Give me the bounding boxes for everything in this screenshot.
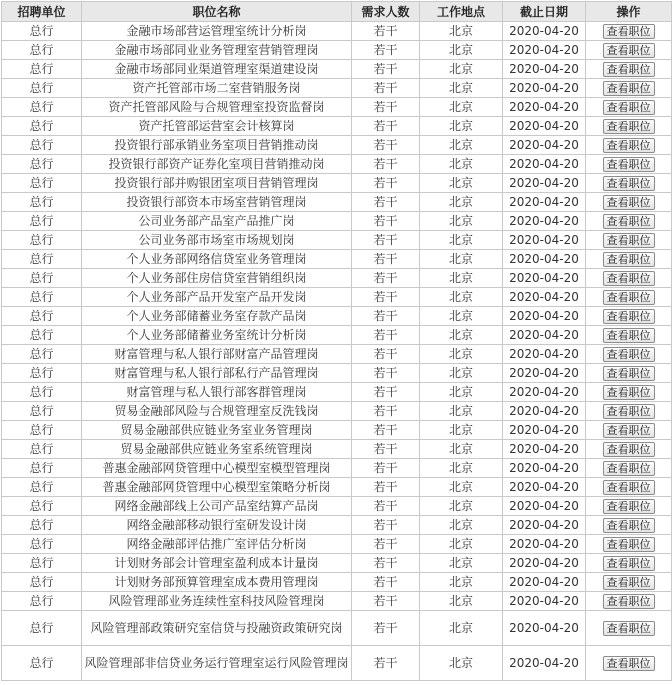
cell-action bbox=[586, 459, 672, 478]
cell-unit: 总行 bbox=[2, 136, 82, 155]
cell-location: 北京 bbox=[420, 231, 503, 250]
cell-position: 个人业务部网络信贷室业务管理岗 bbox=[82, 250, 352, 269]
cell-action bbox=[586, 535, 672, 554]
header-unit: 招聘单位 bbox=[2, 2, 82, 22]
table-row bbox=[2, 611, 672, 646]
view-position-button[interactable]: 查看职位 bbox=[603, 214, 655, 229]
cell-location: 北京 bbox=[420, 421, 503, 440]
job-listing-table bbox=[1, 1, 672, 681]
cell-action bbox=[586, 98, 672, 117]
cell-count: 若干 bbox=[352, 554, 420, 573]
cell-position: 资产托管部风险与合规管理室投资监督岗 bbox=[82, 98, 352, 117]
view-position-button[interactable]: 查看职位 bbox=[603, 233, 655, 248]
cell-unit: 总行 bbox=[2, 592, 82, 611]
cell-position: 网络金融部移动银行室研发设计岗 bbox=[82, 516, 352, 535]
view-position-button[interactable]: 查看职位 bbox=[603, 366, 655, 381]
table-row bbox=[2, 155, 672, 174]
cell-position: 贸易金融部风险与合规管理室反洗钱岗 bbox=[82, 402, 352, 421]
cell-unit: 总行 bbox=[2, 155, 82, 174]
cell-position: 财富管理与私人银行部财富产品管理岗 bbox=[82, 345, 352, 364]
cell-deadline: 2020-04-20 bbox=[503, 60, 586, 79]
cell-action bbox=[586, 269, 672, 288]
cell-unit: 总行 bbox=[2, 307, 82, 326]
view-position-button[interactable]: 查看职位 bbox=[603, 271, 655, 286]
cell-unit: 总行 bbox=[2, 345, 82, 364]
table-row bbox=[2, 326, 672, 345]
cell-count: 若干 bbox=[352, 535, 420, 554]
cell-unit: 总行 bbox=[2, 516, 82, 535]
cell-count: 若干 bbox=[352, 41, 420, 60]
cell-deadline: 2020-04-20 bbox=[503, 646, 586, 681]
cell-count: 若干 bbox=[352, 611, 420, 646]
cell-deadline: 2020-04-20 bbox=[503, 345, 586, 364]
cell-position: 公司业务部市场室市场规划岗 bbox=[82, 231, 352, 250]
cell-deadline: 2020-04-20 bbox=[503, 535, 586, 554]
table-row bbox=[2, 421, 672, 440]
view-position-button[interactable]: 查看职位 bbox=[603, 347, 655, 362]
cell-deadline: 2020-04-20 bbox=[503, 307, 586, 326]
cell-count: 若干 bbox=[352, 288, 420, 307]
view-position-button[interactable]: 查看职位 bbox=[603, 499, 655, 514]
cell-unit: 总行 bbox=[2, 79, 82, 98]
view-position-button[interactable]: 查看职位 bbox=[603, 309, 655, 324]
table-row bbox=[2, 535, 672, 554]
cell-action bbox=[586, 231, 672, 250]
cell-position: 贸易金融部供应链业务室业务管理岗 bbox=[82, 421, 352, 440]
view-position-button[interactable]: 查看职位 bbox=[603, 461, 655, 476]
cell-location: 北京 bbox=[420, 440, 503, 459]
cell-unit: 总行 bbox=[2, 421, 82, 440]
cell-action bbox=[586, 250, 672, 269]
table-row bbox=[2, 383, 672, 402]
cell-location: 北京 bbox=[420, 554, 503, 573]
cell-unit: 总行 bbox=[2, 459, 82, 478]
cell-position: 金融市场部营运管理室统计分析岗 bbox=[82, 22, 352, 41]
view-position-button[interactable]: 查看职位 bbox=[603, 43, 655, 58]
cell-deadline: 2020-04-20 bbox=[503, 22, 586, 41]
view-position-button[interactable]: 查看职位 bbox=[603, 575, 655, 590]
cell-action bbox=[586, 478, 672, 497]
cell-deadline: 2020-04-20 bbox=[503, 383, 586, 402]
cell-count: 若干 bbox=[352, 345, 420, 364]
table-row bbox=[2, 22, 672, 41]
cell-position: 公司业务部产品室产品推广岗 bbox=[82, 212, 352, 231]
cell-deadline: 2020-04-20 bbox=[503, 117, 586, 136]
cell-count: 若干 bbox=[352, 421, 420, 440]
cell-action bbox=[586, 22, 672, 41]
cell-action bbox=[586, 554, 672, 573]
cell-unit: 总行 bbox=[2, 117, 82, 136]
cell-count: 若干 bbox=[352, 22, 420, 41]
cell-action bbox=[586, 592, 672, 611]
view-position-button[interactable]: 查看职位 bbox=[603, 556, 655, 571]
cell-unit: 总行 bbox=[2, 497, 82, 516]
cell-location: 北京 bbox=[420, 459, 503, 478]
table-row bbox=[2, 554, 672, 573]
cell-deadline: 2020-04-20 bbox=[503, 41, 586, 60]
table-row bbox=[2, 402, 672, 421]
table-row bbox=[2, 497, 672, 516]
cell-unit: 总行 bbox=[2, 611, 82, 646]
table-row bbox=[2, 440, 672, 459]
cell-count: 若干 bbox=[352, 402, 420, 421]
cell-deadline: 2020-04-20 bbox=[503, 573, 586, 592]
cell-deadline: 2020-04-20 bbox=[503, 421, 586, 440]
table-row bbox=[2, 592, 672, 611]
cell-action bbox=[586, 212, 672, 231]
cell-deadline: 2020-04-20 bbox=[503, 98, 586, 117]
view-position-button[interactable]: 查看职位 bbox=[603, 290, 655, 305]
cell-unit: 总行 bbox=[2, 478, 82, 497]
cell-location: 北京 bbox=[420, 60, 503, 79]
cell-deadline: 2020-04-20 bbox=[503, 155, 586, 174]
cell-unit: 总行 bbox=[2, 269, 82, 288]
cell-unit: 总行 bbox=[2, 98, 82, 117]
table-row bbox=[2, 269, 672, 288]
cell-unit: 总行 bbox=[2, 573, 82, 592]
cell-unit: 总行 bbox=[2, 440, 82, 459]
cell-count: 若干 bbox=[352, 136, 420, 155]
cell-action bbox=[586, 345, 672, 364]
cell-deadline: 2020-04-20 bbox=[503, 402, 586, 421]
cell-action bbox=[586, 41, 672, 60]
cell-count: 若干 bbox=[352, 231, 420, 250]
cell-position: 个人业务部储蓄业务室存款产品岗 bbox=[82, 307, 352, 326]
cell-unit: 总行 bbox=[2, 535, 82, 554]
cell-location: 北京 bbox=[420, 288, 503, 307]
cell-count: 若干 bbox=[352, 212, 420, 231]
table-row bbox=[2, 459, 672, 478]
table-row bbox=[2, 174, 672, 193]
cell-position: 资产托管部运营室会计核算岗 bbox=[82, 117, 352, 136]
view-position-button[interactable]: 查看职位 bbox=[603, 62, 655, 77]
cell-action bbox=[586, 646, 672, 681]
view-position-button[interactable]: 查看职位 bbox=[603, 100, 655, 115]
table-row bbox=[2, 41, 672, 60]
header-location: 工作地点 bbox=[420, 2, 503, 22]
cell-unit: 总行 bbox=[2, 250, 82, 269]
cell-unit: 总行 bbox=[2, 22, 82, 41]
cell-location: 北京 bbox=[420, 516, 503, 535]
cell-unit: 总行 bbox=[2, 174, 82, 193]
table-row bbox=[2, 646, 672, 681]
cell-action bbox=[586, 174, 672, 193]
cell-deadline: 2020-04-20 bbox=[503, 478, 586, 497]
cell-action bbox=[586, 383, 672, 402]
cell-action bbox=[586, 117, 672, 136]
cell-location: 北京 bbox=[420, 326, 503, 345]
cell-location: 北京 bbox=[420, 212, 503, 231]
cell-count: 若干 bbox=[352, 155, 420, 174]
cell-position: 金融市场部同业业务管理室营销管理岗 bbox=[82, 41, 352, 60]
cell-deadline: 2020-04-20 bbox=[503, 231, 586, 250]
view-position-button[interactable]: 查看职位 bbox=[603, 24, 655, 39]
header-action: 操作 bbox=[586, 2, 672, 22]
cell-count: 若干 bbox=[352, 478, 420, 497]
cell-count: 若干 bbox=[352, 364, 420, 383]
cell-position: 投资银行部资本市场室营销管理岗 bbox=[82, 193, 352, 212]
cell-position: 风险管理部政策研究室信贷与投融资政策研究岗 bbox=[82, 611, 352, 646]
cell-action bbox=[586, 193, 672, 212]
cell-position: 资产托管部市场二室营销服务岗 bbox=[82, 79, 352, 98]
cell-count: 若干 bbox=[352, 98, 420, 117]
cell-location: 北京 bbox=[420, 174, 503, 193]
cell-location: 北京 bbox=[420, 193, 503, 212]
cell-position: 普惠金融部网贷管理中心模型室模型管理岗 bbox=[82, 459, 352, 478]
cell-count: 若干 bbox=[352, 79, 420, 98]
header-deadline: 截止日期 bbox=[503, 2, 586, 22]
cell-location: 北京 bbox=[420, 22, 503, 41]
cell-location: 北京 bbox=[420, 364, 503, 383]
cell-unit: 总行 bbox=[2, 364, 82, 383]
cell-count: 若干 bbox=[352, 646, 420, 681]
cell-location: 北京 bbox=[420, 592, 503, 611]
cell-location: 北京 bbox=[420, 646, 503, 681]
cell-unit: 总行 bbox=[2, 60, 82, 79]
cell-action bbox=[586, 288, 672, 307]
cell-location: 北京 bbox=[420, 535, 503, 554]
header-position: 职位名称 bbox=[82, 2, 352, 22]
cell-count: 若干 bbox=[352, 497, 420, 516]
cell-location: 北京 bbox=[420, 497, 503, 516]
cell-location: 北京 bbox=[420, 478, 503, 497]
cell-action bbox=[586, 421, 672, 440]
cell-count: 若干 bbox=[352, 573, 420, 592]
cell-action bbox=[586, 611, 672, 646]
cell-position: 财富管理与私人银行部客群管理岗 bbox=[82, 383, 352, 402]
cell-unit: 总行 bbox=[2, 288, 82, 307]
view-position-button[interactable]: 查看职位 bbox=[603, 195, 655, 210]
view-position-button[interactable]: 查看职位 bbox=[603, 480, 655, 495]
table-row bbox=[2, 231, 672, 250]
cell-deadline: 2020-04-20 bbox=[503, 440, 586, 459]
cell-unit: 总行 bbox=[2, 41, 82, 60]
cell-action bbox=[586, 136, 672, 155]
view-position-button[interactable]: 查看职位 bbox=[603, 328, 655, 343]
cell-deadline: 2020-04-20 bbox=[503, 459, 586, 478]
table-row bbox=[2, 60, 672, 79]
view-position-button[interactable]: 查看职位 bbox=[603, 157, 655, 172]
cell-position: 网络金融部线上公司产品室结算产品岗 bbox=[82, 497, 352, 516]
cell-unit: 总行 bbox=[2, 326, 82, 345]
cell-action bbox=[586, 60, 672, 79]
view-position-button[interactable]: 查看职位 bbox=[603, 594, 655, 609]
cell-unit: 总行 bbox=[2, 231, 82, 250]
cell-deadline: 2020-04-20 bbox=[503, 364, 586, 383]
cell-deadline: 2020-04-20 bbox=[503, 174, 586, 193]
cell-count: 若干 bbox=[352, 440, 420, 459]
cell-location: 北京 bbox=[420, 98, 503, 117]
cell-deadline: 2020-04-20 bbox=[503, 516, 586, 535]
cell-location: 北京 bbox=[420, 79, 503, 98]
cell-unit: 总行 bbox=[2, 212, 82, 231]
table-row bbox=[2, 98, 672, 117]
cell-unit: 总行 bbox=[2, 646, 82, 681]
table-row bbox=[2, 250, 672, 269]
cell-position: 计划财务部会计管理室盈利成本计量岗 bbox=[82, 554, 352, 573]
cell-position: 投资银行部承销业务室项目营销推动岗 bbox=[82, 136, 352, 155]
table-row bbox=[2, 79, 672, 98]
cell-position: 财富管理与私人银行部私行产品管理岗 bbox=[82, 364, 352, 383]
cell-deadline: 2020-04-20 bbox=[503, 212, 586, 231]
cell-location: 北京 bbox=[420, 611, 503, 646]
cell-count: 若干 bbox=[352, 174, 420, 193]
table-row bbox=[2, 573, 672, 592]
cell-location: 北京 bbox=[420, 250, 503, 269]
cell-deadline: 2020-04-20 bbox=[503, 326, 586, 345]
cell-location: 北京 bbox=[420, 345, 503, 364]
cell-action bbox=[586, 440, 672, 459]
cell-action bbox=[586, 516, 672, 535]
view-position-button[interactable]: 查看职位 bbox=[603, 176, 655, 191]
cell-location: 北京 bbox=[420, 402, 503, 421]
cell-count: 若干 bbox=[352, 307, 420, 326]
cell-position: 风险管理部业务连续性室科技风险管理岗 bbox=[82, 592, 352, 611]
cell-deadline: 2020-04-20 bbox=[503, 79, 586, 98]
cell-count: 若干 bbox=[352, 250, 420, 269]
cell-deadline: 2020-04-20 bbox=[503, 497, 586, 516]
table-row bbox=[2, 364, 672, 383]
cell-position: 贸易金融部供应链业务室系统管理岗 bbox=[82, 440, 352, 459]
cell-location: 北京 bbox=[420, 117, 503, 136]
cell-location: 北京 bbox=[420, 573, 503, 592]
cell-count: 若干 bbox=[352, 60, 420, 79]
cell-unit: 总行 bbox=[2, 402, 82, 421]
view-position-button[interactable]: 查看职位 bbox=[603, 518, 655, 533]
cell-count: 若干 bbox=[352, 193, 420, 212]
cell-deadline: 2020-04-20 bbox=[503, 288, 586, 307]
cell-deadline: 2020-04-20 bbox=[503, 611, 586, 646]
view-position-button[interactable]: 查看职位 bbox=[603, 81, 655, 96]
cell-action bbox=[586, 402, 672, 421]
cell-position: 个人业务部产品开发室产品开发岗 bbox=[82, 288, 352, 307]
table-row bbox=[2, 117, 672, 136]
cell-position: 投资银行部资产证券化室项目营销推动岗 bbox=[82, 155, 352, 174]
table-header-row bbox=[2, 2, 672, 22]
cell-location: 北京 bbox=[420, 307, 503, 326]
cell-unit: 总行 bbox=[2, 193, 82, 212]
view-position-button[interactable]: 查看职位 bbox=[603, 621, 655, 636]
cell-deadline: 2020-04-20 bbox=[503, 592, 586, 611]
view-position-button[interactable]: 查看职位 bbox=[603, 119, 655, 134]
table-row bbox=[2, 478, 672, 497]
cell-location: 北京 bbox=[420, 136, 503, 155]
cell-action bbox=[586, 326, 672, 345]
table-row bbox=[2, 307, 672, 326]
cell-deadline: 2020-04-20 bbox=[503, 554, 586, 573]
cell-deadline: 2020-04-20 bbox=[503, 269, 586, 288]
cell-deadline: 2020-04-20 bbox=[503, 250, 586, 269]
cell-unit: 总行 bbox=[2, 554, 82, 573]
table-row bbox=[2, 345, 672, 364]
cell-location: 北京 bbox=[420, 269, 503, 288]
cell-deadline: 2020-04-20 bbox=[503, 136, 586, 155]
header-count: 需求人数 bbox=[352, 2, 420, 22]
cell-unit: 总行 bbox=[2, 383, 82, 402]
table-row bbox=[2, 193, 672, 212]
view-position-button[interactable]: 查看职位 bbox=[603, 656, 655, 671]
cell-position: 个人业务部住房信贷室营销组织岗 bbox=[82, 269, 352, 288]
cell-location: 北京 bbox=[420, 383, 503, 402]
cell-count: 若干 bbox=[352, 516, 420, 535]
cell-count: 若干 bbox=[352, 459, 420, 478]
view-position-button[interactable]: 查看职位 bbox=[603, 404, 655, 419]
table-row bbox=[2, 212, 672, 231]
view-position-button[interactable]: 查看职位 bbox=[603, 252, 655, 267]
cell-position: 金融市场部同业渠道管理室渠道建设岗 bbox=[82, 60, 352, 79]
cell-count: 若干 bbox=[352, 269, 420, 288]
cell-action bbox=[586, 155, 672, 174]
cell-action bbox=[586, 364, 672, 383]
cell-action bbox=[586, 497, 672, 516]
cell-count: 若干 bbox=[352, 383, 420, 402]
cell-location: 北京 bbox=[420, 41, 503, 60]
cell-position: 个人业务部储蓄业务室统计分析岗 bbox=[82, 326, 352, 345]
table-row bbox=[2, 516, 672, 535]
view-position-button[interactable]: 查看职位 bbox=[603, 423, 655, 438]
table-row bbox=[2, 288, 672, 307]
cell-position: 风险管理部非信贷业务运行管理室运行风险管理岗 bbox=[82, 646, 352, 681]
cell-position: 普惠金融部网贷管理中心模型室策略分析岗 bbox=[82, 478, 352, 497]
view-position-button[interactable]: 查看职位 bbox=[603, 385, 655, 400]
view-position-button[interactable]: 查看职位 bbox=[603, 537, 655, 552]
view-position-button[interactable]: 查看职位 bbox=[603, 138, 655, 153]
cell-count: 若干 bbox=[352, 117, 420, 136]
cell-count: 若干 bbox=[352, 592, 420, 611]
cell-count: 若干 bbox=[352, 326, 420, 345]
cell-position: 投资银行部并购银团室项目营销管理岗 bbox=[82, 174, 352, 193]
cell-position: 网络金融部评估推广室评估分析岗 bbox=[82, 535, 352, 554]
cell-deadline: 2020-04-20 bbox=[503, 193, 586, 212]
view-position-button[interactable]: 查看职位 bbox=[603, 442, 655, 457]
cell-action bbox=[586, 79, 672, 98]
table-row bbox=[2, 136, 672, 155]
cell-action bbox=[586, 307, 672, 326]
cell-position: 计划财务部预算管理室成本费用管理岗 bbox=[82, 573, 352, 592]
cell-action bbox=[586, 573, 672, 592]
cell-location: 北京 bbox=[420, 155, 503, 174]
